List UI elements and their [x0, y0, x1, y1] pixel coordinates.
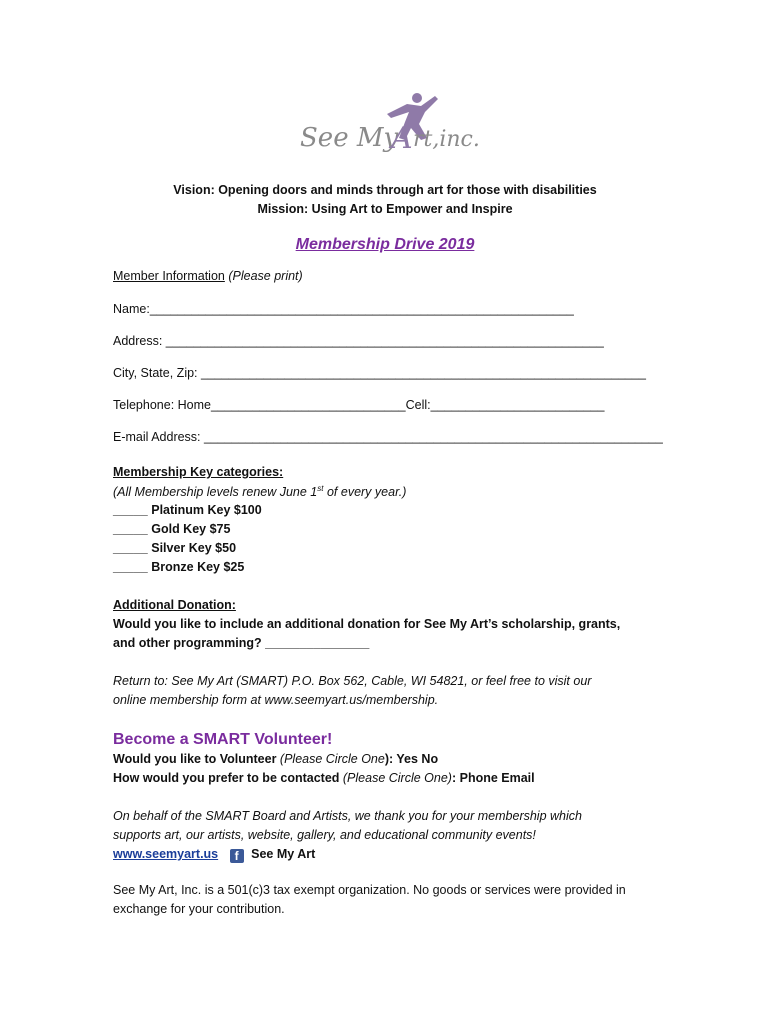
level-platinum[interactable]: _____ Platinum Key $100 — [113, 503, 262, 517]
see-my-art-logo — [295, 88, 485, 160]
volunteer-heading: Become a SMART Volunteer! — [113, 731, 333, 748]
logo-art-letter: A — [391, 121, 413, 156]
membership-heading: Membership Key categories: — [113, 465, 284, 479]
return-line1: Return to: See My Art (SMART) P.O. Box 562, Cable, WI 54821, or feel free to visit our — [113, 674, 592, 688]
footer-line2: exchange for your contribution. — [113, 902, 285, 916]
contact-q-prefix: How would you prefer to be contacted — [113, 771, 343, 785]
name-field[interactable]: Name:_____________________________________________________________ — [113, 302, 574, 316]
volunteer-question[interactable] — [113, 752, 438, 766]
website-link[interactable]: www.seemyart.us — [113, 847, 219, 861]
donation-heading: Additional Donation: — [113, 598, 236, 612]
footer-line1: See My Art, Inc. is a 501(c)3 tax exempt organization. No goods or services were provided in — [113, 883, 626, 897]
page-title: Membership Drive 2019 — [295, 236, 475, 253]
contact-preference-question[interactable] — [113, 771, 535, 785]
member-info-heading-row — [113, 269, 303, 283]
logo-wordmark-tail: rt,inc. — [413, 127, 480, 152]
logo-wordmark: See My — [300, 123, 399, 153]
email-field[interactable]: E-mail Address: __________________________________________________________________ — [113, 430, 663, 444]
renew-sup: st — [317, 484, 324, 493]
contact-q-options[interactable]: : Phone Email — [451, 771, 535, 785]
return-line2: online membership form at www.seemyart.us/membership. — [113, 693, 439, 707]
volunteer-q-note: (Please Circle One — [279, 752, 385, 766]
vision-statement: Vision: Opening doors and minds through art for those with disabilities — [173, 183, 597, 197]
level-gold[interactable]: _____ Gold Key $75 — [113, 522, 231, 536]
renew-suffix: of every year.) — [323, 485, 407, 500]
member-info-heading: Member Information — [113, 269, 225, 283]
donation-question-line1: Would you like to include an additional donation for See My Art’s scholarship, grants, — [113, 617, 621, 631]
links-row — [113, 847, 315, 863]
renew-prefix: (All Membership levels renew June 1 — [113, 485, 318, 500]
address-field[interactable]: Address: _______________________________________________________________ — [113, 334, 604, 348]
city-state-zip-field[interactable]: City, State, Zip: ________________________________________________________________ — [113, 366, 646, 380]
renew-note — [113, 484, 406, 499]
level-bronze[interactable]: _____ Bronze Key $25 — [113, 560, 245, 574]
title-wrap — [0, 236, 770, 254]
member-info-note: (Please print) — [228, 269, 303, 283]
telephone-field[interactable]: Telephone: Home____________________________Cell:_________________________ — [113, 398, 605, 412]
level-silver[interactable]: _____ Silver Key $50 — [113, 541, 237, 555]
contact-q-note: (Please Circle One) — [342, 771, 452, 785]
mission-statement: Mission: Using Art to Empower and Inspire — [257, 202, 513, 216]
thanks-line1: On behalf of the SMART Board and Artists, we thank you for your membership which — [113, 809, 582, 823]
thanks-line2: supports art, our artists, website, gallery, and educational community events! — [113, 828, 536, 842]
facebook-label[interactable]: See My Art — [251, 847, 316, 861]
facebook-icon[interactable]: f — [230, 849, 244, 863]
donation-amount-field[interactable]: and other programming? _______________ — [113, 636, 370, 650]
volunteer-q-prefix: Would you like to Volunteer — [113, 752, 280, 766]
volunteer-q-options[interactable]: ): Yes No — [384, 752, 439, 766]
